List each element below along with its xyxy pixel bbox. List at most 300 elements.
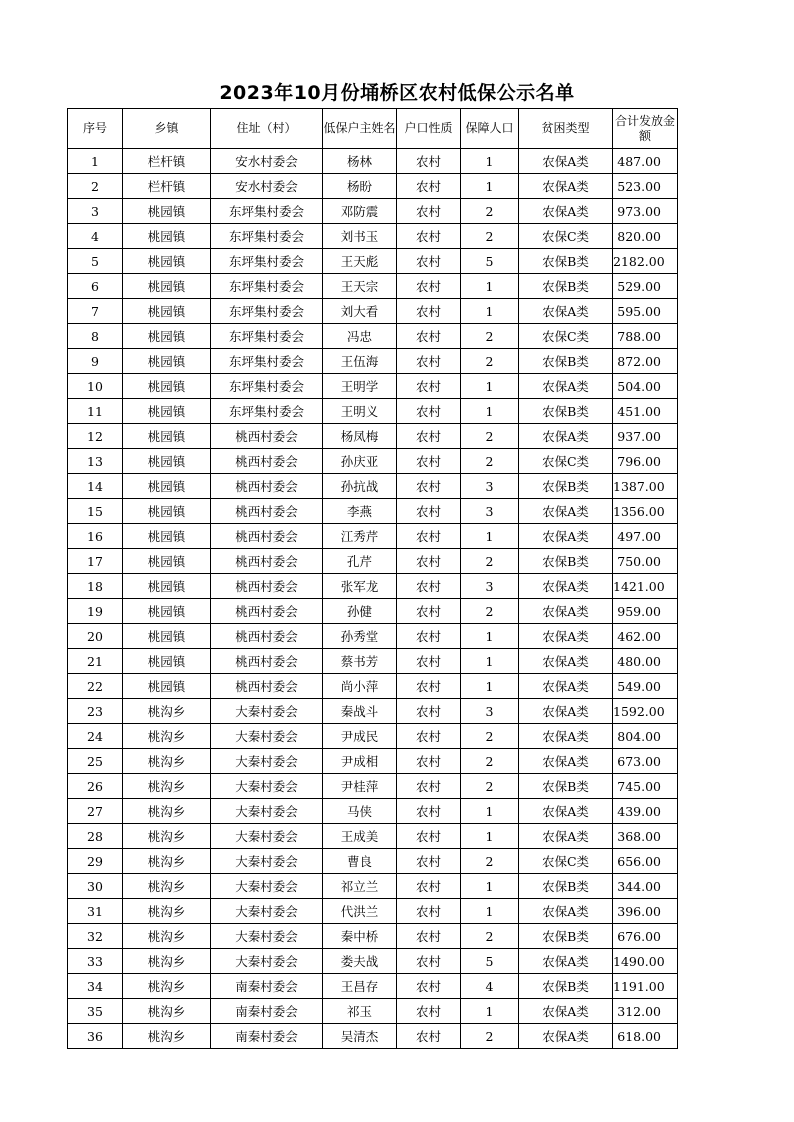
cell-covered-people: 3 xyxy=(461,499,519,524)
table-row xyxy=(68,174,678,199)
header-cell-poverty-type: 贫困类型 xyxy=(519,109,613,149)
cell-householder: 杨林 xyxy=(323,149,397,174)
cell-amount: 595.00 xyxy=(613,299,678,324)
cell-index: 8 xyxy=(68,324,123,349)
cell-householder: 冯忠 xyxy=(323,324,397,349)
cell-township: 桃沟乡 xyxy=(123,849,211,874)
cell-amount: 820.00 xyxy=(613,224,678,249)
cell-address: 大秦村委会 xyxy=(211,874,323,899)
cell-index: 32 xyxy=(68,924,123,949)
cell-amount: 745.00 xyxy=(613,774,678,799)
table-row xyxy=(68,874,678,899)
table-row xyxy=(68,499,678,524)
cell-amount: 344.00 xyxy=(613,874,678,899)
table-row xyxy=(68,824,678,849)
cell-residence-type: 农村 xyxy=(397,449,461,474)
cell-address: 安水村委会 xyxy=(211,174,323,199)
cell-covered-people: 1 xyxy=(461,899,519,924)
cell-amount: 529.00 xyxy=(613,274,678,299)
cell-residence-type: 农村 xyxy=(397,324,461,349)
cell-address: 大秦村委会 xyxy=(211,774,323,799)
cell-covered-people: 2 xyxy=(461,724,519,749)
cell-covered-people: 2 xyxy=(461,224,519,249)
cell-index: 24 xyxy=(68,724,123,749)
cell-poverty-type: 农保A类 xyxy=(519,424,613,449)
cell-amount: 439.00 xyxy=(613,799,678,824)
cell-poverty-type: 农保A类 xyxy=(519,724,613,749)
cell-address: 大秦村委会 xyxy=(211,749,323,774)
cell-township: 栏杆镇 xyxy=(123,174,211,199)
cell-householder: 李燕 xyxy=(323,499,397,524)
cell-residence-type: 农村 xyxy=(397,149,461,174)
cell-township: 桃沟乡 xyxy=(123,974,211,999)
cell-index: 20 xyxy=(68,624,123,649)
cell-covered-people: 1 xyxy=(461,399,519,424)
cell-poverty-type: 农保A类 xyxy=(519,949,613,974)
cell-householder: 祁立兰 xyxy=(323,874,397,899)
cell-poverty-type: 农保A类 xyxy=(519,299,613,324)
table-row xyxy=(68,699,678,724)
cell-covered-people: 1 xyxy=(461,299,519,324)
cell-householder: 祁玉 xyxy=(323,999,397,1024)
cell-index: 31 xyxy=(68,899,123,924)
cell-index: 2 xyxy=(68,174,123,199)
cell-index: 11 xyxy=(68,399,123,424)
cell-covered-people: 5 xyxy=(461,949,519,974)
table-row xyxy=(68,574,678,599)
cell-township: 桃沟乡 xyxy=(123,699,211,724)
cell-address: 桃西村委会 xyxy=(211,599,323,624)
cell-householder: 刘大看 xyxy=(323,299,397,324)
table-row xyxy=(68,424,678,449)
cell-amount: 1490.00 xyxy=(613,949,678,974)
cell-covered-people: 1 xyxy=(461,374,519,399)
cell-address: 南秦村委会 xyxy=(211,1024,323,1049)
cell-householder: 尚小萍 xyxy=(323,674,397,699)
cell-amount: 1421.00 xyxy=(613,574,678,599)
cell-township: 桃园镇 xyxy=(123,624,211,649)
cell-poverty-type: 农保B类 xyxy=(519,549,613,574)
cell-township: 桃园镇 xyxy=(123,324,211,349)
cell-index: 12 xyxy=(68,424,123,449)
cell-township: 桃沟乡 xyxy=(123,874,211,899)
cell-address: 东坪集村委会 xyxy=(211,299,323,324)
cell-poverty-type: 农保A类 xyxy=(519,499,613,524)
cell-amount: 462.00 xyxy=(613,624,678,649)
cell-address: 桃西村委会 xyxy=(211,474,323,499)
cell-address: 南秦村委会 xyxy=(211,974,323,999)
cell-township: 桃沟乡 xyxy=(123,924,211,949)
table-row xyxy=(68,224,678,249)
cell-poverty-type: 农保C类 xyxy=(519,224,613,249)
cell-poverty-type: 农保C类 xyxy=(519,449,613,474)
cell-householder: 吴清杰 xyxy=(323,1024,397,1049)
cell-householder: 代洪兰 xyxy=(323,899,397,924)
cell-address: 东坪集村委会 xyxy=(211,374,323,399)
cell-township: 桃沟乡 xyxy=(123,799,211,824)
cell-residence-type: 农村 xyxy=(397,949,461,974)
cell-residence-type: 农村 xyxy=(397,499,461,524)
table-row xyxy=(68,899,678,924)
cell-poverty-type: 农保A类 xyxy=(519,649,613,674)
cell-amount: 1387.00 xyxy=(613,474,678,499)
table-row xyxy=(68,924,678,949)
cell-amount: 1356.00 xyxy=(613,499,678,524)
cell-amount: 1592.00 xyxy=(613,699,678,724)
cell-covered-people: 2 xyxy=(461,424,519,449)
cell-residence-type: 农村 xyxy=(397,699,461,724)
cell-amount: 1191.00 xyxy=(613,974,678,999)
cell-residence-type: 农村 xyxy=(397,549,461,574)
cell-residence-type: 农村 xyxy=(397,174,461,199)
cell-index: 13 xyxy=(68,449,123,474)
cell-covered-people: 1 xyxy=(461,624,519,649)
cell-householder: 孙庆亚 xyxy=(323,449,397,474)
cell-poverty-type: 农保B类 xyxy=(519,274,613,299)
cell-township: 栏杆镇 xyxy=(123,149,211,174)
cell-poverty-type: 农保A类 xyxy=(519,199,613,224)
cell-index: 3 xyxy=(68,199,123,224)
cell-address: 大秦村委会 xyxy=(211,849,323,874)
cell-township: 桃园镇 xyxy=(123,649,211,674)
cell-index: 15 xyxy=(68,499,123,524)
cell-householder: 秦中桥 xyxy=(323,924,397,949)
table-row xyxy=(68,849,678,874)
cell-householder: 王明义 xyxy=(323,399,397,424)
table-row xyxy=(68,999,678,1024)
cell-index: 30 xyxy=(68,874,123,899)
cell-township: 桃园镇 xyxy=(123,299,211,324)
cell-township: 桃园镇 xyxy=(123,449,211,474)
cell-address: 南秦村委会 xyxy=(211,999,323,1024)
cell-index: 18 xyxy=(68,574,123,599)
cell-residence-type: 农村 xyxy=(397,299,461,324)
cell-address: 大秦村委会 xyxy=(211,924,323,949)
cell-amount: 549.00 xyxy=(613,674,678,699)
cell-address: 大秦村委会 xyxy=(211,799,323,824)
cell-index: 1 xyxy=(68,149,123,174)
cell-amount: 796.00 xyxy=(613,449,678,474)
cell-covered-people: 2 xyxy=(461,599,519,624)
cell-township: 桃园镇 xyxy=(123,599,211,624)
page-title: 2023年10月份埇桥区农村低保公示名单 xyxy=(219,82,575,104)
cell-index: 22 xyxy=(68,674,123,699)
cell-township: 桃沟乡 xyxy=(123,774,211,799)
table-row xyxy=(68,549,678,574)
cell-householder: 杨凤梅 xyxy=(323,424,397,449)
cell-amount: 750.00 xyxy=(613,549,678,574)
cell-poverty-type: 农保A类 xyxy=(519,599,613,624)
cell-index: 17 xyxy=(68,549,123,574)
cell-householder: 孙抗战 xyxy=(323,474,397,499)
header-cell-address: 住址（村） xyxy=(211,109,323,149)
cell-amount: 804.00 xyxy=(613,724,678,749)
header-cell-total-amount: 合计发放金额 xyxy=(613,109,678,149)
table-row xyxy=(68,449,678,474)
cell-covered-people: 3 xyxy=(461,699,519,724)
cell-residence-type: 农村 xyxy=(397,724,461,749)
cell-householder: 孙秀堂 xyxy=(323,624,397,649)
table-row xyxy=(68,649,678,674)
cell-address: 东坪集村委会 xyxy=(211,274,323,299)
cell-township: 桃沟乡 xyxy=(123,899,211,924)
cell-township: 桃园镇 xyxy=(123,249,211,274)
cell-amount: 673.00 xyxy=(613,749,678,774)
cell-residence-type: 农村 xyxy=(397,274,461,299)
cell-covered-people: 3 xyxy=(461,574,519,599)
cell-address: 大秦村委会 xyxy=(211,699,323,724)
cell-householder: 王伍海 xyxy=(323,349,397,374)
header-cell-covered-people: 保障人口 xyxy=(461,109,519,149)
cell-poverty-type: 农保A类 xyxy=(519,899,613,924)
table-header-row xyxy=(68,109,678,149)
cell-amount: 497.00 xyxy=(613,524,678,549)
cell-covered-people: 2 xyxy=(461,849,519,874)
cell-householder: 杨盼 xyxy=(323,174,397,199)
cell-address: 桃西村委会 xyxy=(211,424,323,449)
cell-address: 桃西村委会 xyxy=(211,499,323,524)
cell-address: 大秦村委会 xyxy=(211,949,323,974)
cell-poverty-type: 农保A类 xyxy=(519,699,613,724)
cell-index: 29 xyxy=(68,849,123,874)
cell-township: 桃园镇 xyxy=(123,474,211,499)
cell-covered-people: 2 xyxy=(461,324,519,349)
table-row xyxy=(68,624,678,649)
cell-address: 东坪集村委会 xyxy=(211,249,323,274)
cell-residence-type: 农村 xyxy=(397,1024,461,1049)
cell-covered-people: 2 xyxy=(461,749,519,774)
cell-township: 桃沟乡 xyxy=(123,724,211,749)
cell-address: 东坪集村委会 xyxy=(211,199,323,224)
cell-index: 4 xyxy=(68,224,123,249)
cell-address: 东坪集村委会 xyxy=(211,324,323,349)
cell-address: 桃西村委会 xyxy=(211,524,323,549)
cell-amount: 656.00 xyxy=(613,849,678,874)
cell-township: 桃园镇 xyxy=(123,274,211,299)
cell-covered-people: 1 xyxy=(461,799,519,824)
table-row xyxy=(68,524,678,549)
cell-amount: 2182.00 xyxy=(613,249,678,274)
table-row xyxy=(68,949,678,974)
cell-covered-people: 2 xyxy=(461,449,519,474)
cell-index: 9 xyxy=(68,349,123,374)
cell-covered-people: 1 xyxy=(461,174,519,199)
cell-covered-people: 2 xyxy=(461,924,519,949)
cell-householder: 王明学 xyxy=(323,374,397,399)
cell-covered-people: 1 xyxy=(461,674,519,699)
table-row xyxy=(68,1024,678,1049)
cell-poverty-type: 农保B类 xyxy=(519,249,613,274)
table-row xyxy=(68,199,678,224)
cell-index: 36 xyxy=(68,1024,123,1049)
cell-township: 桃园镇 xyxy=(123,399,211,424)
cell-householder: 江秀芹 xyxy=(323,524,397,549)
cell-residence-type: 农村 xyxy=(397,749,461,774)
cell-covered-people: 2 xyxy=(461,774,519,799)
cell-residence-type: 农村 xyxy=(397,224,461,249)
cell-address: 大秦村委会 xyxy=(211,724,323,749)
cell-covered-people: 1 xyxy=(461,649,519,674)
cell-residence-type: 农村 xyxy=(397,374,461,399)
cell-householder: 邓防震 xyxy=(323,199,397,224)
cell-residence-type: 农村 xyxy=(397,774,461,799)
cell-covered-people: 2 xyxy=(461,349,519,374)
cell-poverty-type: 农保A类 xyxy=(519,174,613,199)
cell-householder: 王天宗 xyxy=(323,274,397,299)
cell-amount: 480.00 xyxy=(613,649,678,674)
cell-index: 26 xyxy=(68,774,123,799)
cell-address: 东坪集村委会 xyxy=(211,224,323,249)
cell-township: 桃园镇 xyxy=(123,424,211,449)
cell-residence-type: 农村 xyxy=(397,799,461,824)
cell-index: 5 xyxy=(68,249,123,274)
header-cell-householder: 低保户主姓名 xyxy=(323,109,397,149)
table-row xyxy=(68,674,678,699)
cell-residence-type: 农村 xyxy=(397,524,461,549)
cell-poverty-type: 农保A类 xyxy=(519,824,613,849)
cell-poverty-type: 农保B类 xyxy=(519,974,613,999)
cell-householder: 王成美 xyxy=(323,824,397,849)
cell-poverty-type: 农保A类 xyxy=(519,999,613,1024)
cell-township: 桃沟乡 xyxy=(123,949,211,974)
cell-index: 7 xyxy=(68,299,123,324)
cell-householder: 尹成民 xyxy=(323,724,397,749)
cell-covered-people: 4 xyxy=(461,974,519,999)
cell-poverty-type: 农保A类 xyxy=(519,524,613,549)
cell-amount: 523.00 xyxy=(613,174,678,199)
cell-index: 19 xyxy=(68,599,123,624)
cell-township: 桃园镇 xyxy=(123,549,211,574)
cell-poverty-type: 农保A类 xyxy=(519,1024,613,1049)
cell-householder: 王天彪 xyxy=(323,249,397,274)
cell-index: 33 xyxy=(68,949,123,974)
cell-residence-type: 农村 xyxy=(397,649,461,674)
cell-covered-people: 3 xyxy=(461,474,519,499)
cell-amount: 618.00 xyxy=(613,1024,678,1049)
cell-poverty-type: 农保C类 xyxy=(519,849,613,874)
cell-index: 34 xyxy=(68,974,123,999)
cell-township: 桃园镇 xyxy=(123,499,211,524)
cell-index: 14 xyxy=(68,474,123,499)
cell-householder: 马侠 xyxy=(323,799,397,824)
cell-amount: 959.00 xyxy=(613,599,678,624)
table-row xyxy=(68,149,678,174)
cell-address: 桃西村委会 xyxy=(211,449,323,474)
header-cell-township: 乡镇 xyxy=(123,109,211,149)
cell-amount: 396.00 xyxy=(613,899,678,924)
table-row xyxy=(68,974,678,999)
cell-householder: 尹成相 xyxy=(323,749,397,774)
table-row xyxy=(68,274,678,299)
cell-address: 桃西村委会 xyxy=(211,674,323,699)
header-cell-index: 序号 xyxy=(68,109,123,149)
cell-township: 桃园镇 xyxy=(123,574,211,599)
cell-address: 大秦村委会 xyxy=(211,899,323,924)
cell-householder: 尹桂萍 xyxy=(323,774,397,799)
cell-covered-people: 1 xyxy=(461,874,519,899)
cell-covered-people: 2 xyxy=(461,549,519,574)
table-row xyxy=(68,774,678,799)
cell-residence-type: 农村 xyxy=(397,424,461,449)
cell-amount: 973.00 xyxy=(613,199,678,224)
cell-poverty-type: 农保B类 xyxy=(519,874,613,899)
table-row xyxy=(68,599,678,624)
cell-township: 桃园镇 xyxy=(123,674,211,699)
header-cell-residence-type: 户口性质 xyxy=(397,109,461,149)
cell-poverty-type: 农保A类 xyxy=(519,624,613,649)
cell-township: 桃园镇 xyxy=(123,199,211,224)
cell-index: 35 xyxy=(68,999,123,1024)
cell-residence-type: 农村 xyxy=(397,974,461,999)
cell-householder: 刘书玉 xyxy=(323,224,397,249)
table-row xyxy=(68,374,678,399)
table-row xyxy=(68,474,678,499)
cell-covered-people: 1 xyxy=(461,524,519,549)
cell-poverty-type: 农保B类 xyxy=(519,774,613,799)
cell-householder: 孙健 xyxy=(323,599,397,624)
cell-poverty-type: 农保B类 xyxy=(519,924,613,949)
table-row xyxy=(68,724,678,749)
cell-householder: 娄夫战 xyxy=(323,949,397,974)
cell-amount: 312.00 xyxy=(613,999,678,1024)
table-row xyxy=(68,799,678,824)
cell-address: 东坪集村委会 xyxy=(211,349,323,374)
cell-index: 28 xyxy=(68,824,123,849)
cell-householder: 王昌存 xyxy=(323,974,397,999)
cell-residence-type: 农村 xyxy=(397,249,461,274)
cell-township: 桃园镇 xyxy=(123,224,211,249)
cell-poverty-type: 农保A类 xyxy=(519,149,613,174)
cell-residence-type: 农村 xyxy=(397,399,461,424)
cell-covered-people: 1 xyxy=(461,824,519,849)
cell-index: 6 xyxy=(68,274,123,299)
cell-amount: 451.00 xyxy=(613,399,678,424)
cell-index: 21 xyxy=(68,649,123,674)
cell-poverty-type: 农保A类 xyxy=(519,674,613,699)
cell-index: 16 xyxy=(68,524,123,549)
cell-township: 桃园镇 xyxy=(123,524,211,549)
cell-residence-type: 农村 xyxy=(397,599,461,624)
cell-householder: 孔芹 xyxy=(323,549,397,574)
cell-township: 桃沟乡 xyxy=(123,824,211,849)
cell-residence-type: 农村 xyxy=(397,849,461,874)
cell-amount: 937.00 xyxy=(613,424,678,449)
cell-township: 桃园镇 xyxy=(123,349,211,374)
cell-amount: 676.00 xyxy=(613,924,678,949)
cell-index: 27 xyxy=(68,799,123,824)
cell-residence-type: 农村 xyxy=(397,824,461,849)
cell-householder: 曹良 xyxy=(323,849,397,874)
table-row xyxy=(68,349,678,374)
allowance-table xyxy=(67,108,678,1049)
cell-amount: 788.00 xyxy=(613,324,678,349)
cell-residence-type: 农村 xyxy=(397,624,461,649)
cell-amount: 487.00 xyxy=(613,149,678,174)
table-row xyxy=(68,749,678,774)
cell-amount: 504.00 xyxy=(613,374,678,399)
cell-residence-type: 农村 xyxy=(397,574,461,599)
cell-residence-type: 农村 xyxy=(397,999,461,1024)
cell-residence-type: 农村 xyxy=(397,899,461,924)
cell-covered-people: 5 xyxy=(461,249,519,274)
cell-householder: 蔡书芳 xyxy=(323,649,397,674)
table-row xyxy=(68,399,678,424)
cell-township: 桃沟乡 xyxy=(123,999,211,1024)
cell-index: 25 xyxy=(68,749,123,774)
cell-poverty-type: 农保A类 xyxy=(519,574,613,599)
table-row xyxy=(68,324,678,349)
cell-address: 桃西村委会 xyxy=(211,549,323,574)
